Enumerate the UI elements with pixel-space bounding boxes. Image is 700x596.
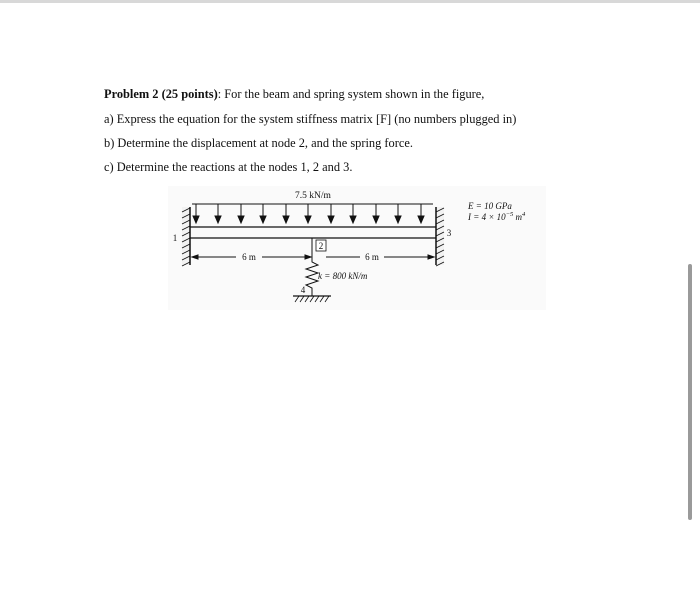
vertical-scrollbar[interactable] (688, 264, 692, 520)
inertia-unit: m (513, 212, 523, 222)
inertia-exponent: −5 (505, 211, 514, 218)
part-c-text: c) Determine the reactions at the nodes 1, 2 and 3. (104, 160, 353, 174)
part-b-text: b) Determine the displacement at node 2, and the spring force. (104, 136, 413, 150)
elastic-modulus-label: E = 10 GPa (468, 201, 512, 211)
node-2-label: 2 (318, 241, 324, 251)
span-right-label: 6 m (365, 252, 379, 262)
problem-intro: : For the beam and spring system shown in the figure, (217, 87, 485, 101)
problem-heading: Problem 2 (25 points) (104, 87, 218, 101)
node-4-label: 4 (300, 285, 306, 295)
left-fixed-support (182, 207, 190, 266)
moment-of-inertia-label (467, 211, 526, 222)
right-fixed-support (436, 207, 444, 266)
node-1-label: 1 (172, 233, 178, 243)
spring-label: k = 800 kN/m (318, 271, 368, 281)
load-label: 7.5 kN/m (295, 191, 331, 201)
inertia-unit-exponent: 4 (522, 211, 526, 218)
span-left-label: 6 m (242, 252, 256, 262)
part-a-text: a) Express the equation for the system stiffness matrix [F] (no numbers plugged in) (104, 112, 517, 126)
node-3-label: 3 (446, 228, 452, 238)
inertia-base: I = 4 × 10 (468, 212, 506, 222)
